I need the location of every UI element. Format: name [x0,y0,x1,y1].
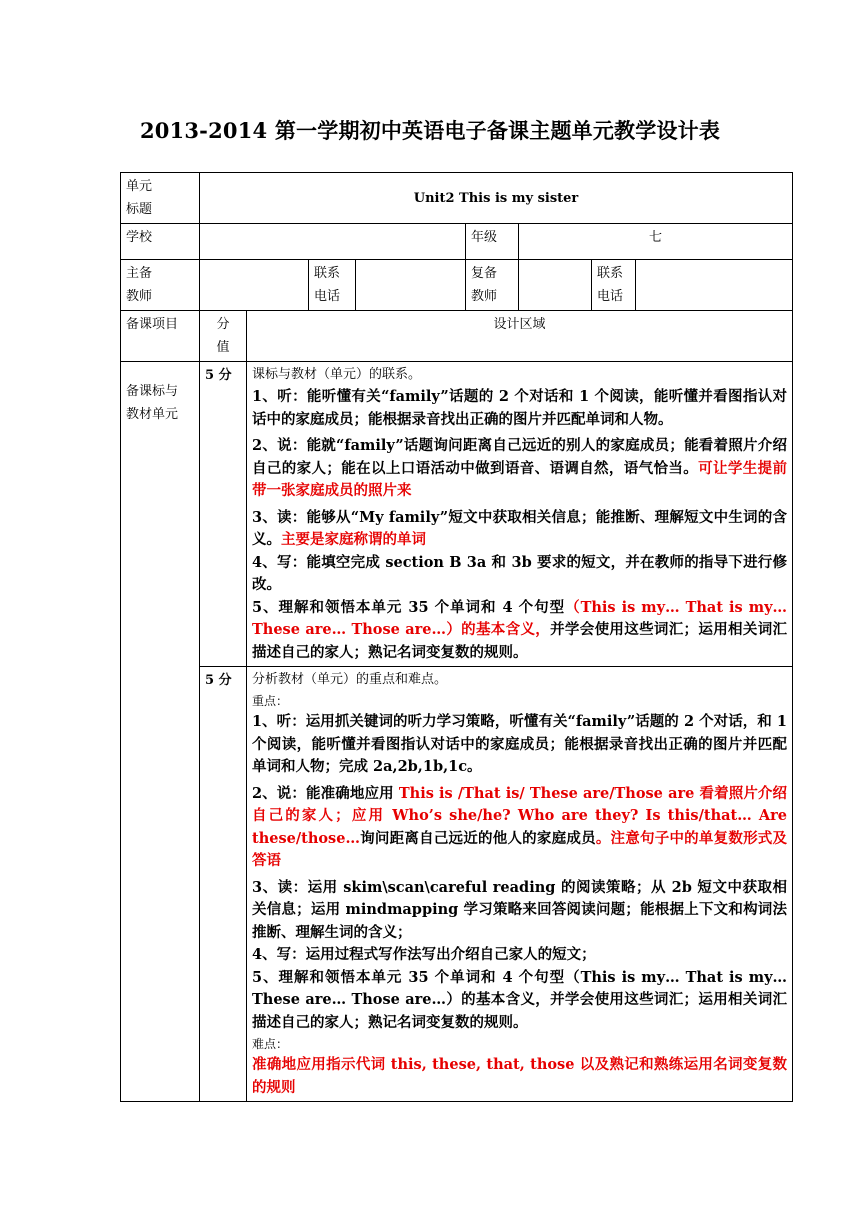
contact-label-2 [592,260,636,311]
section2-content [247,667,793,1102]
section2-p4: 4、写：运用过程式写作法写出介绍自己家人的短文； [252,946,596,963]
section1-heading: 课标与教材（单元）的联系。 [252,367,422,382]
section1-row [121,362,793,667]
section2-p2 [252,783,787,873]
section1-content [247,362,793,667]
item-header: 备课项目 [121,311,200,362]
contact2-line1: 联系 [597,266,624,281]
unit-title-row [121,173,793,224]
grade-label: 年级 [466,224,519,260]
school-value [200,224,466,260]
unit-label-line1: 单元 [126,179,153,194]
section1-p2-text: 2、说：能就“family”话题询问距离自己远近的别人的家庭成员；能看着照片介绍自己的家人；能在以上口语活动中做到语音、语调自然，语气恰当。 [252,437,788,477]
unit-label-cell [121,173,200,224]
section2-p5: 5、理解和领悟本单元 35 个单词和 4 个句型（This is my… That is my… These are… Those are…）的基本含义，并学会使用这些词汇；运用相关词汇描述自己的家人；熟记名词变复数的规则。 [252,968,788,1031]
section1-p5-b: 并学会使用这些词汇；运用相关词汇描述自己的家人；熟记名词变复数的规则。 [252,621,788,661]
lead-teacher-line2: 教师 [126,289,153,304]
review-teacher-line1: 复备 [471,266,498,281]
section1-p1: 1、听：能听懂有关“family”话题的 2 个对话和 1 个阅读，能听懂并看图指认对话中的家庭成员；能根据录音找出正确的图片并匹配单词和人物。 [252,388,788,428]
section2-score: 5 分 [200,667,247,1102]
section2-heading: 分析教材（单元）的重点和难点。 [252,672,448,687]
contact1-line1: 联系 [314,266,341,281]
lead-teacher-label [121,260,200,311]
key-points-label: 重点： [252,694,289,708]
document-title: 2013-2014 第一学期初中英语电子备课主题单元教学设计表 [139,118,721,143]
section1-p3-text: 3、读：能够从“My family”短文中获取相关信息；能推断、理解短文中生词的含义。 [252,508,788,548]
section2-p2-b: 询问距离自己远近的他人的家庭成员 [359,829,596,847]
contact-label-1 [309,260,356,311]
grade-value: 七 [519,224,793,260]
column-header-row [121,311,793,362]
difficulty-label: 难点： [252,1037,289,1051]
section2-p2-red1: This is /That is/ These are/Those are 看着照片介绍自己的家人；应用 Who’s she/he? Who are they? Is this/that… Are these/those… [252,784,788,847]
difficulty-text: 准确地应用指示代词 this, these, that, those 以及熟记和熟练运用名词变复数的规则 [252,1056,788,1096]
section1-p5-a: 5、理解和领悟本单元 35 个单词和 4 个句型 [252,598,566,616]
review-teacher-label [466,260,519,311]
teacher-row [121,260,793,311]
contact-value-2 [636,260,793,311]
unit-title: Unit2 This is my sister [200,173,793,224]
section1-p2-note: 可让学生提前带一张家庭成员的照片来 [252,459,788,499]
section1-p2 [252,435,787,503]
unit-label-line2: 标题 [126,202,153,217]
section1-p5 [252,597,787,665]
lead-teacher-value [200,260,309,311]
section1-p5-red: （This is my… That is my… These are… Those are…）的基本含义， [252,598,788,638]
school-row [121,224,793,260]
section1-label [121,362,200,1102]
score-header [200,311,247,362]
section1-label-line1: 备课标与 [126,384,179,399]
school-label: 学校 [121,224,200,260]
section2-p2-a: 2、说：能准确地应用 [252,784,399,802]
review-teacher-value [519,260,592,311]
section1-label-line2: 教材单元 [126,407,179,422]
section2-row [121,667,793,1102]
section1-score: 5 分 [200,362,247,667]
contact1-line2: 电话 [314,289,341,304]
section1-p3 [252,507,787,552]
section2-p2-red2: 。注意句子中的单复数形式及答语 [252,829,788,869]
contact-value-1 [356,260,466,311]
review-teacher-line2: 教师 [471,289,498,304]
section1-p4: 4、写：能填空完成 section B 3a 和 3b 要求的短文，并在教师的指导下进行修改。 [252,553,788,593]
lesson-plan-table [120,172,793,1102]
score-header-line1: 分 [216,317,230,332]
design-header: 设计区域 [247,311,793,362]
score-header-line2: 值 [216,340,230,355]
section1-p3-note: 主要是家庭称谓的单词 [281,531,426,548]
section2-p3: 3、读：运用 skim\scan\careful reading 的阅读策略；从 2b 短文中获取相关信息；运用 mindmapping 学习策略来回答阅读问题；能根据上下文和构词法推断、理解生词的含义； [252,878,788,941]
lead-teacher-line1: 主备 [126,266,153,281]
section2-p1: 1、听：运用抓关键词的听力学习策略，听懂有关“family”话题的 2 个对话，和 1 个阅读，能听懂并看图指认对话中的家庭成员；能根据录音找出正确的图片并匹配单词和人物；完成 2a,2b,1b,1c。 [252,713,788,775]
contact2-line2: 电话 [597,289,624,304]
